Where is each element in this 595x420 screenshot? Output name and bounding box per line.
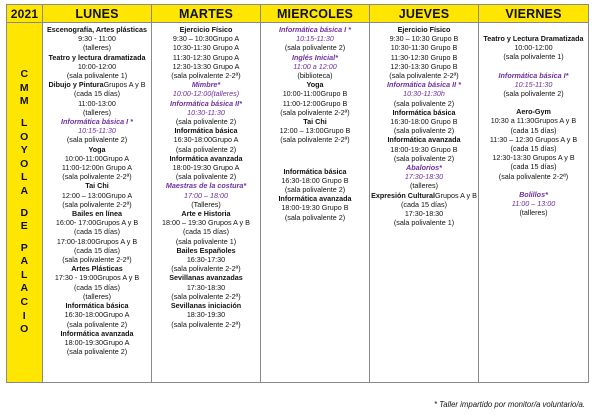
activity-title: Informática básica [65, 301, 129, 311]
activity-detail: (sala polivalente 1) [66, 71, 128, 81]
activity-title-line [371, 80, 477, 89]
activity-title-line [44, 145, 150, 154]
activity-block [44, 117, 150, 145]
activity-detail: (sala polivalente 2-2ª) [62, 255, 132, 265]
activity-title: Informática básica [392, 107, 456, 117]
side-label-letter: C [20, 68, 29, 81]
activity-detail: (cada 15 días) [74, 89, 120, 99]
activity-detail: 12:30-13:30 Grupo B [390, 61, 458, 71]
day-column-viernes [479, 23, 589, 383]
activity-detail: 10:30-11:30 Grupo B [390, 43, 458, 53]
activity-detail: 11:30-12:30 Grupo B [390, 52, 458, 62]
volunteer-activity-title: Informática básica II* [170, 98, 242, 108]
activity-detail: 17:00-18:00Grupos A y B [56, 236, 138, 246]
activity-block [371, 191, 477, 228]
side-label-letter: P [20, 241, 29, 254]
activity-detail: (sala polivalente 2-2ª) [171, 71, 241, 81]
activity-title-line [262, 167, 368, 176]
side-label-letter: O [20, 157, 29, 170]
activity-title-line [371, 25, 477, 34]
activity-block [44, 145, 150, 182]
volunteer-activity-title: Informática básica II * [387, 80, 461, 90]
side-label-letter: Y [20, 144, 29, 157]
activity-title-line [262, 53, 368, 62]
activity-detail: 18:00 – 19:30 Grupos A y B [162, 218, 250, 228]
activity-detail: 16:30-18:00Grupo A [173, 135, 239, 145]
activity-title: Teatro y Lectura Dramatizada [483, 34, 584, 43]
activity-detail: 11:00-12:00Grupo B [282, 98, 348, 108]
activity-detail: (sala polivalente 2-2ª) [280, 135, 350, 145]
activity-detail: 11:30-12:30 Grupo A [172, 52, 240, 62]
activity-detail: 17:30-18:30 [404, 209, 444, 219]
activity-title: Informática avanzada [60, 328, 134, 338]
activity-block [44, 329, 150, 357]
activity-block [44, 264, 150, 301]
activity-title: Yoga [88, 144, 106, 154]
day-header-jueves: JUEVES [370, 5, 479, 23]
side-label-letter: I [22, 309, 27, 322]
center-name-cell [7, 23, 43, 383]
day-column-lunes [43, 23, 152, 383]
activity-spacer [480, 181, 587, 190]
activity-block [153, 301, 259, 329]
activity-title: Ejercicio Físico [179, 25, 233, 34]
activity-title: Tai Chi [85, 181, 109, 191]
activity-block [153, 181, 259, 209]
volunteer-activity-title: Bolillos* [519, 189, 548, 199]
activity-detail: 10:15-11:30 [514, 79, 553, 89]
activity-detail: (sala polivalente 2) [284, 212, 346, 222]
activity-detail: (sala polivalente 2-2ª) [171, 319, 241, 329]
activity-detail: (cada 15 días) [510, 162, 557, 172]
day-column-miercoles [261, 23, 370, 383]
activity-block [262, 117, 368, 145]
activity-block [44, 301, 150, 329]
activity-detail: 11:00-13:00 [78, 98, 116, 108]
activity-detail: (cada 15 días) [183, 227, 229, 237]
activity-detail: (cada 15 días) [74, 282, 120, 292]
activity-title: Sevillanas iniciación [170, 301, 242, 311]
header-row [7, 5, 589, 23]
activity-detail: 10:30-11:30 [187, 107, 225, 117]
activity-detail: 17:30-18:30 [186, 282, 226, 292]
day-column-jueves [370, 23, 479, 383]
activity-title: Informática básica [174, 126, 238, 136]
activity-title-line [480, 34, 587, 43]
activity-block [371, 163, 477, 191]
activity-location: (Talleres) [191, 199, 221, 209]
activity-block [153, 80, 259, 98]
volunteer-activity-title: Abalorios* [406, 163, 442, 173]
side-label-letter: L [21, 116, 28, 129]
activity-detail: 12:30-13:30 Grupo A [172, 61, 240, 71]
activity-title-line [262, 117, 368, 126]
volunteer-activity-title: Mimbre* [191, 80, 221, 90]
activity-detail: 18:00-19:30 Grupo A [172, 163, 240, 173]
activity-detail: (cada 15 días) [74, 227, 120, 237]
activity-location: (sala polivalente 2) [503, 89, 564, 99]
activity-detail: (cada 15 días) [510, 144, 557, 154]
activity-detail: 16:30-18:00Grupo A [64, 310, 130, 320]
schedule-row [7, 23, 589, 383]
activity-detail: (sala polivalente 2) [393, 126, 455, 136]
activity-detail: 18:00-19:30 Grupo B [281, 203, 349, 213]
activity-title-line [371, 135, 477, 144]
activity-title: Sevillanas avanzadas [169, 273, 243, 283]
activity-detail: (sala polivalente 2-2ª) [389, 71, 459, 81]
activity-title: Dibujo y Pintura [48, 80, 104, 90]
activity-title: Teatro y lectura dramatizada [48, 52, 146, 62]
activity-detail: (sala polivalente 2-2ª) [171, 291, 241, 301]
activity-title-line [153, 301, 259, 310]
side-label-letter: M [19, 95, 30, 108]
activity-detail: 10:00-11:00Grupo B [282, 89, 348, 99]
activity-detail: (sala polivalente 2-2ª) [62, 172, 132, 182]
activity-detail: 16:00- 17:00Grupos A y B [55, 218, 139, 228]
activity-block [480, 190, 587, 218]
side-label-letter: A [20, 255, 29, 268]
activity-title-line [153, 181, 259, 190]
activity-detail: (sala polivalente 2) [175, 172, 237, 182]
activity-block [153, 99, 259, 127]
activity-title-line [44, 181, 150, 190]
activity-detail: 11:00 – 13:00 [511, 199, 556, 209]
activity-block [153, 209, 259, 246]
activity-title: Escenografía, Artes plásticas [46, 25, 147, 34]
activity-location: (biblioteca) [297, 71, 333, 81]
activity-block [480, 107, 587, 181]
activity-title-line [153, 99, 259, 108]
activity-detail: 10:30-11:30 Grupo A [172, 43, 240, 53]
activity-detail: (sala polivalente 2-2ª) [498, 171, 569, 181]
activity-detail: (sala polivalente 2) [175, 144, 237, 154]
activity-detail: 17:30 - 19:00Grupos A y B [54, 273, 140, 283]
activity-title-line [480, 107, 587, 116]
activity-detail: 10:00-11:00Grupo A [64, 153, 130, 163]
activity-block [262, 53, 368, 81]
activity-detail: 18:00-19:30 Grupo B [390, 144, 458, 154]
volunteer-footnote: * Taller impartido por monitor/a voluntario/a. [434, 400, 585, 409]
activity-title-line [262, 80, 368, 89]
activity-title-line [153, 246, 259, 255]
activity-title: Bailes Españoles [176, 245, 236, 255]
activity-detail: (cada 15 días) [510, 125, 557, 135]
activity-title-line [44, 53, 150, 62]
activity-detail: 18:30-19:30 [186, 310, 226, 320]
day-column-martes [152, 23, 261, 383]
activity-title-line [153, 80, 259, 89]
activity-location: (sala polivalente 2) [284, 43, 346, 53]
activity-detail: (sala polivalente 1) [503, 52, 564, 62]
activity-block [371, 25, 477, 80]
activity-block [371, 108, 477, 136]
schedule-table [6, 4, 589, 383]
activity-detail: (talleres) [83, 107, 111, 117]
activity-detail: 10:15-11:30 [78, 126, 116, 136]
schedule-page [6, 4, 588, 398]
activity-detail: 9:30 - 11:00 [78, 34, 116, 44]
activity-title: Informática avanzada [387, 135, 461, 145]
activity-title: Ejercicio Físico [397, 25, 451, 34]
activity-location: (sala polivalente 2) [393, 98, 455, 108]
activity-detail: (sala polivalente 2) [66, 319, 128, 329]
activity-block [371, 80, 477, 108]
activity-title-line [371, 108, 477, 117]
activity-title: Tai Chi [303, 117, 327, 127]
activity-spacer [480, 98, 587, 107]
activity-detail: (sala polivalente 2) [284, 185, 346, 195]
activity-title: Informática avanzada [278, 194, 352, 204]
activity-block [153, 126, 259, 154]
activity-title-line [153, 126, 259, 135]
activity-title: Arte e Historia [181, 209, 231, 219]
activity-detail: 16:30-18:00 Grupo B [390, 117, 458, 127]
activity-detail: 16:30-17:30 [186, 255, 226, 265]
volunteer-activity-title: Informática básica I * [279, 25, 351, 34]
activity-title-line [262, 25, 368, 34]
activity-location: (sala polivalente 2) [175, 117, 237, 127]
activity-title-line [153, 273, 259, 282]
activity-title-line [44, 117, 150, 126]
day-header-miercoles: MIERCOLES [261, 5, 370, 23]
activity-block [262, 194, 368, 222]
activity-detail: 17:00 – 18:00 [184, 190, 228, 200]
activity-detail: (cada 15 días) [74, 245, 120, 255]
activity-detail: 12:00 – 13:00Grupo A [61, 190, 133, 200]
activity-detail: (sala polivalente 1) [175, 236, 237, 246]
activity-title-line [44, 264, 150, 273]
activity-detail: 11:30 – 12:30 Grupos A y B [489, 134, 578, 144]
activity-location: (talleres) [519, 208, 548, 218]
activity-detail: 17:30-18:30 [404, 172, 444, 182]
activity-title-line [44, 209, 150, 218]
activity-title-line [262, 194, 368, 203]
side-label-letter: C [20, 296, 29, 309]
year-header: 2021 [7, 5, 43, 23]
activity-detail: (sala polivalente 1) [393, 218, 455, 228]
activity-detail: 10:00-12:00 [77, 61, 117, 71]
activity-block [262, 167, 368, 195]
activity-block [44, 209, 150, 264]
activity-detail: 12:30-13:30 Grupos A y B [492, 153, 575, 163]
activity-block [371, 135, 477, 163]
activity-location: (sala polivalente 2) [66, 135, 128, 145]
activity-detail: (talleres) [83, 291, 111, 301]
activity-title-line [480, 190, 587, 199]
volunteer-activity-title: Informática básica I * [61, 117, 133, 127]
activity-block [153, 273, 259, 301]
activity-block [262, 80, 368, 117]
activity-detail: 10:30 a 11:30Grupos A y B [490, 116, 577, 126]
side-label-letter: E [20, 220, 29, 233]
activity-detail: 9:30 – 10:30Grupo A [172, 34, 240, 44]
activity-block [480, 71, 587, 99]
activity-title-line [153, 209, 259, 218]
day-header-viernes: VIERNES [479, 5, 589, 23]
activity-title-line [44, 80, 150, 89]
activity-title-line [153, 154, 259, 163]
side-label-letter: O [20, 130, 29, 143]
activity-title: Expresión Cultural [371, 190, 435, 200]
activity-detail: (sala polivalente 2-2ª) [171, 264, 241, 274]
activity-title-line [44, 329, 150, 338]
activity-title: Aero-Gym [516, 107, 551, 117]
activity-title-line [371, 163, 477, 172]
activity-detail: 10:00-12:00(talleres) [172, 89, 240, 99]
activity-detail: 10:00-12:00 [514, 43, 553, 53]
activity-detail: (sala polivalente 2) [66, 347, 128, 357]
activity-detail: (sala polivalente 2-2ª) [62, 199, 132, 209]
activity-title: Bailes en línea [72, 209, 122, 219]
day-header-martes: MARTES [152, 5, 261, 23]
side-label-letter: L [21, 268, 28, 281]
center-name-vertical [7, 23, 42, 382]
activity-title-line [153, 25, 259, 34]
activity-title-line [44, 301, 150, 310]
activity-detail: 10:30-11:30h [403, 89, 445, 99]
activity-block [153, 25, 259, 80]
activity-detail: 9:30 – 10:30 Grupo B [389, 34, 459, 44]
activity-block [262, 25, 368, 53]
activity-spacer [480, 62, 587, 71]
volunteer-activity-title: Inglés Inicial* [292, 52, 338, 62]
activity-block [44, 181, 150, 209]
activity-detail: 18:00-19:30Grupo A [64, 337, 130, 347]
activity-title: Informática básica [283, 166, 347, 176]
activity-title-groups: Grupos A y B [103, 80, 146, 90]
activity-detail: (talleres) [83, 43, 111, 53]
activity-spacer [480, 25, 587, 34]
activity-title: Artes Plásticas [71, 264, 123, 274]
activity-title: Informática avanzada [169, 153, 243, 163]
activity-block [44, 53, 150, 81]
volunteer-activity-title: Maestras de la costura* [165, 181, 247, 191]
activity-block [44, 80, 150, 117]
activity-block [480, 34, 587, 62]
volunteer-activity-title: Informática básica I* [498, 70, 569, 80]
activity-title-groups: Grupos A y B (cada 15 días) [401, 190, 477, 209]
activity-detail: (sala polivalente 2-2ª) [280, 107, 350, 117]
activity-spacer [262, 145, 368, 167]
side-label-letter: M [19, 81, 30, 94]
activity-block [153, 246, 259, 274]
activity-title: Yoga [306, 80, 324, 90]
activity-title-line [44, 25, 150, 34]
activity-detail: 11:00 a 12:00 [293, 61, 337, 71]
activity-block [153, 154, 259, 182]
side-label-letter: D [20, 206, 29, 219]
activity-detail: (sala polivalente 2) [393, 153, 455, 163]
activity-detail: 11:00-12:00n Grupo A [61, 163, 133, 173]
side-label-letter: A [20, 282, 29, 295]
activity-title-line [371, 191, 477, 209]
day-header-lunes: LUNES [43, 5, 152, 23]
side-label-letter: A [20, 184, 29, 197]
activity-block [44, 25, 150, 53]
side-label-letter: O [20, 323, 29, 336]
activity-location: (talleres) [410, 181, 438, 191]
side-label-letter: L [21, 171, 28, 184]
activity-title-line [480, 71, 587, 80]
activity-detail: 10:15-11:30 [296, 34, 334, 44]
activity-detail: 16:30-18:00 Grupo B [281, 175, 349, 185]
activity-detail: 12:00 – 13:00Grupo B [279, 126, 351, 136]
